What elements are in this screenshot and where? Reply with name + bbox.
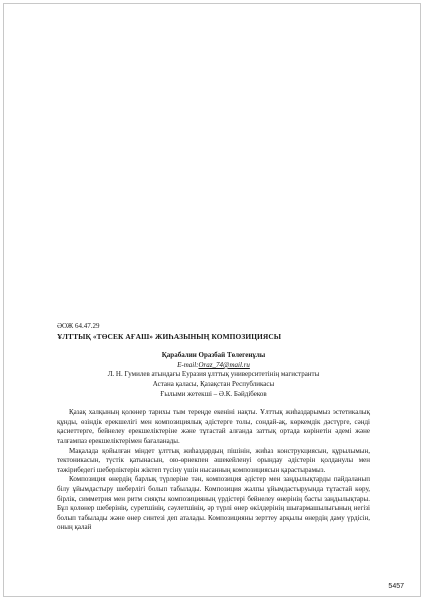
supervisor-line: Ғылыми жетекші – Ә.К. Бәйдібеков (160, 389, 267, 398)
affiliation-line-2: Астана қаласы, Қазақстан Республикасы (152, 379, 275, 388)
email-link[interactable]: Oraz_74@mail.ru (198, 360, 250, 369)
email-prefix: E-mail: (177, 360, 199, 369)
page-number: 5457 (388, 583, 404, 590)
article-title: ҰЛТТЫҚ «ТӨСЕК АҒАШ» ЖИҺАЗЫНЫҢ КОМПОЗИЦИЯСЫ (57, 331, 282, 341)
affiliation-line-1: Л. Н. Гумилев атындағы Еуразия ұлттық университетінің магистранты (107, 370, 320, 379)
paragraph-3: Композиция өнердің барлық түрлеріне тән, композиция әдістер мен заңдылықтарды пайдаланып білу ұйымдастыру шеберлігі болып табылады. Композиция жалпы ұйымдастыруында тұтастай көру, бірлік, симметрия мен ритм сияқты композицияның үрдістері бейнелеу өнерінің басты заңдылықтары. Бұл қолөнер шеберінің, суретшінің, сәулетшінің, әр түрлі өнер өкілдерінің шығармашылығының негізі болып табылады және өнер синтезі деп аталады. Композицияны зерттеу арқылы өнердің даму үрдісін, оның қалай (57, 475, 370, 532)
author-email (57, 361, 370, 371)
paragraph-1: Қазақ халқының қолөнер тарихы тым тереңде екеніні нақты. Ұлттық жиһаздарымыз эстетикалық құнды, өзіндік ерекшелігі мен композициялық әдістерге толы, сондай-ақ, көркемдік дәстүрге, сәнді қасиеттерге, бейнелеу ерекшеліктеріне және тұтастай алғанда заттық ортада көрінетін әдемі және талғампаз ерекшеліктерімен бағаланады. (57, 408, 370, 445)
author-name: Қарабалин Оразбай Төлегенұлы (161, 351, 266, 360)
body-text (57, 408, 370, 533)
udc-code: ӘОЖ 64.47.29 (57, 322, 100, 330)
article-body (57, 322, 370, 533)
paragraph-2: Мақалада қойылған міндет ұлттық жиһаздардың пішінін, жиһаз конструкциясын, құрылымын, тектоникасын, түстік қатынасын, ою-өрнекпен әшекейленуі орындау әдістерін қолданулы мен тәжірибедегі шеберліктерін жіктеп түсіну үшін нысанның композициясын қарастырамыз. (57, 446, 370, 474)
